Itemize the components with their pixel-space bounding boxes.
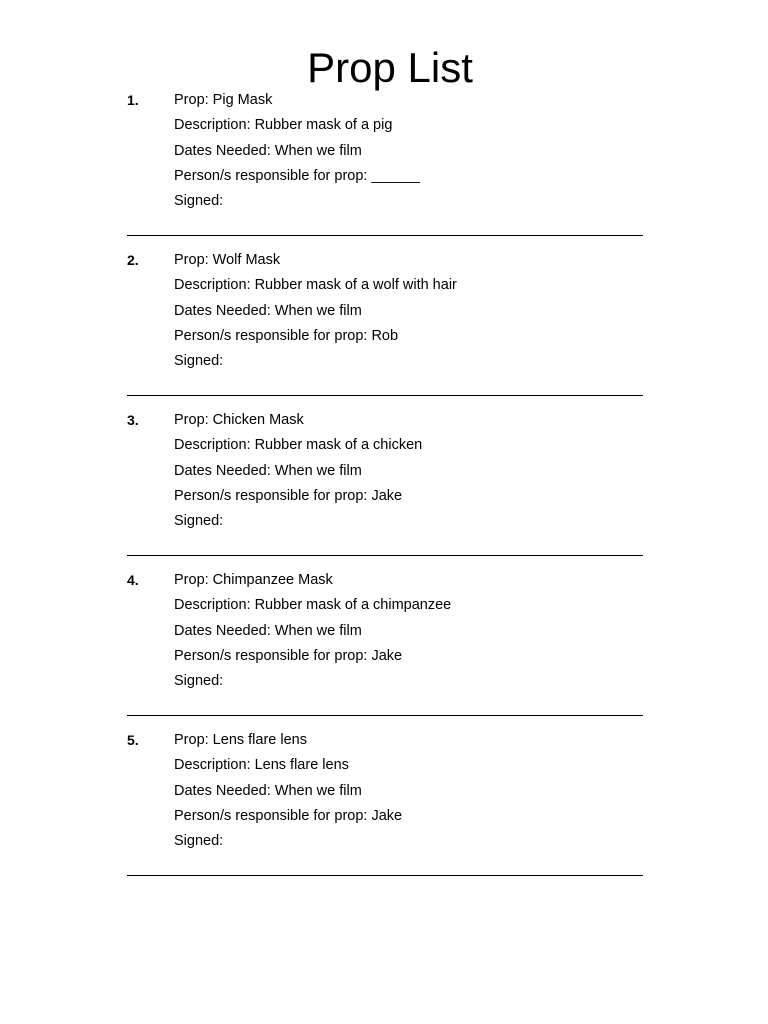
prop-entry bbox=[127, 728, 647, 888]
dates-needed: Dates Needed: When we film bbox=[174, 302, 362, 319]
entry-number: 4. bbox=[127, 572, 139, 588]
person-responsible: Person/s responsible for prop: Rob bbox=[174, 327, 399, 344]
person-responsible: Person/s responsible for prop: Jake bbox=[174, 807, 403, 824]
entry-number: 3. bbox=[127, 412, 139, 428]
prop-name: Prop: Pig Mask bbox=[174, 92, 273, 108]
entry-fields bbox=[174, 568, 451, 694]
prop-name: Prop: Chicken Mask bbox=[174, 412, 304, 428]
separator-line bbox=[127, 715, 643, 716]
separator-line bbox=[127, 395, 643, 396]
prop-list bbox=[127, 88, 647, 888]
entry-fields bbox=[174, 248, 457, 374]
prop-description: Description: Rubber mask of a chicken bbox=[174, 437, 423, 454]
dates-needed: Dates Needed: When we film bbox=[174, 782, 362, 799]
prop-description: Description: Rubber mask of a pig bbox=[174, 117, 393, 134]
entry-fields bbox=[174, 728, 402, 854]
dates-needed: Dates Needed: When we film bbox=[174, 462, 362, 479]
entry-number: 1. bbox=[127, 92, 139, 108]
signed-label: Signed: bbox=[174, 833, 224, 850]
person-responsible: Person/s responsible for prop: ______ bbox=[174, 167, 420, 184]
prop-entry bbox=[127, 568, 647, 728]
person-responsible: Person/s responsible for prop: Jake bbox=[174, 487, 403, 504]
prop-description: Description: Lens flare lens bbox=[174, 757, 349, 774]
dates-needed: Dates Needed: When we film bbox=[174, 622, 362, 639]
signed-label: Signed: bbox=[174, 193, 224, 210]
prop-name: Prop: Wolf Mask bbox=[174, 252, 281, 268]
person-responsible: Person/s responsible for prop: Jake bbox=[174, 647, 403, 664]
signed-label: Signed: bbox=[174, 673, 224, 690]
prop-entry bbox=[127, 408, 647, 568]
entry-number: 5. bbox=[127, 732, 139, 748]
page-title: Prop List bbox=[307, 44, 473, 91]
prop-name: Prop: Lens flare lens bbox=[174, 732, 307, 748]
prop-name: Prop: Chimpanzee Mask bbox=[174, 572, 333, 588]
prop-entry bbox=[127, 248, 647, 408]
prop-description: Description: Rubber mask of a wolf with hair bbox=[174, 277, 457, 294]
signed-label: Signed: bbox=[174, 353, 224, 370]
entry-fields bbox=[174, 88, 420, 214]
dates-needed: Dates Needed: When we film bbox=[174, 142, 362, 159]
signed-label: Signed: bbox=[174, 513, 224, 530]
entry-number: 2. bbox=[127, 252, 139, 268]
separator-line bbox=[127, 555, 643, 556]
separator-line bbox=[127, 235, 643, 236]
separator-line bbox=[127, 875, 643, 876]
prop-description: Description: Rubber mask of a chimpanzee bbox=[174, 597, 452, 614]
entry-fields bbox=[174, 408, 422, 534]
prop-entry bbox=[127, 88, 647, 248]
